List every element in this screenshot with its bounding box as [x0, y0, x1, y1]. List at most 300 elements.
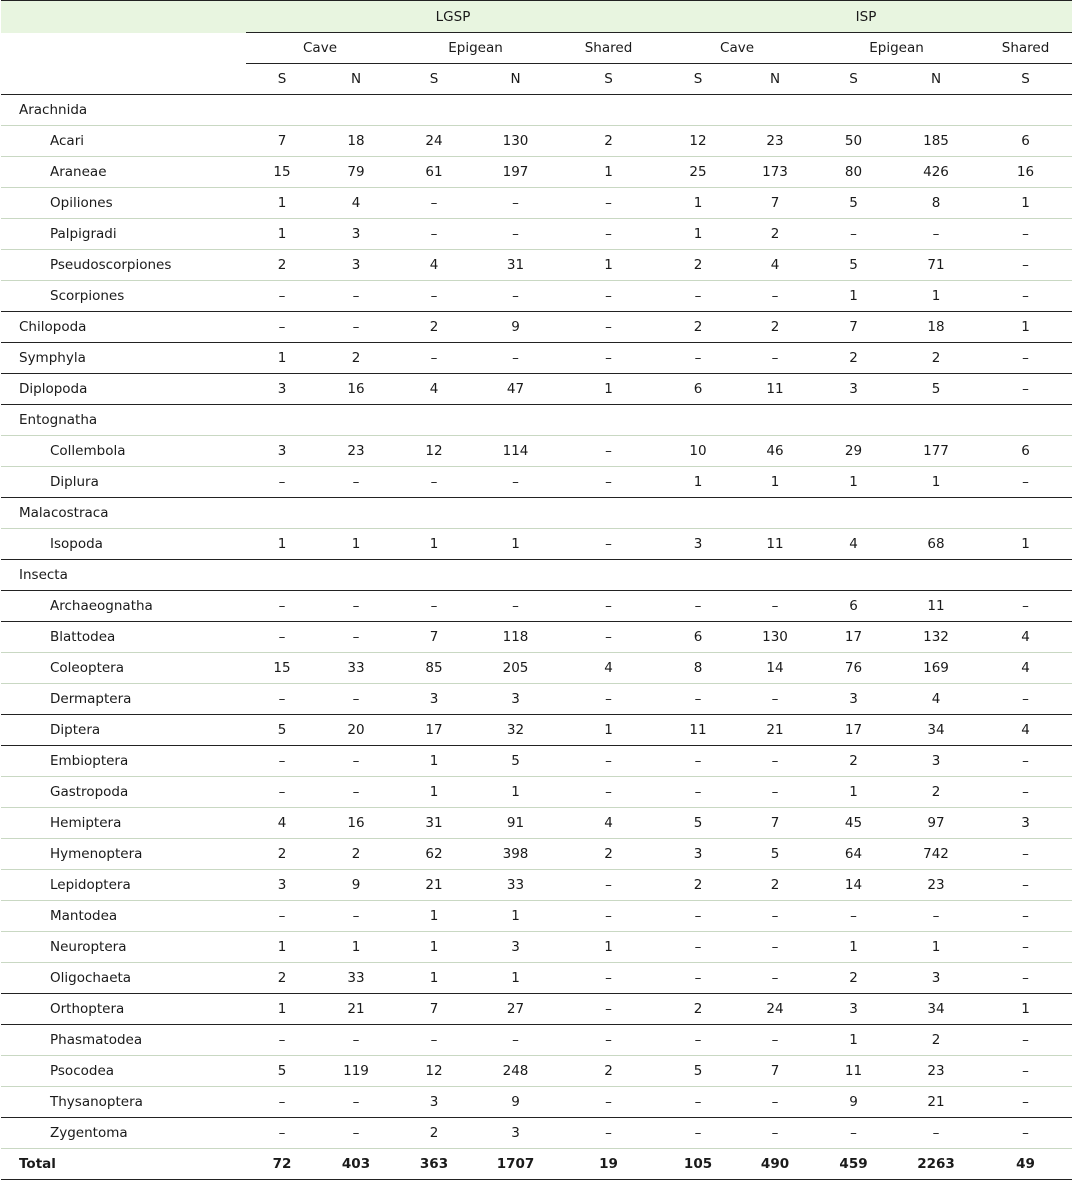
table-cell: 17 — [814, 715, 893, 746]
table-cell: 1 — [394, 901, 474, 932]
table-cell: 21 — [318, 994, 394, 1025]
table-cell: – — [736, 777, 814, 808]
table-cell: 5 — [736, 839, 814, 870]
table-cell: 21 — [893, 1087, 979, 1118]
table-cell: – — [660, 591, 736, 622]
taxon-name: Lepidoptera — [1, 870, 246, 901]
total-cell: 72 — [246, 1149, 318, 1180]
table-cell: – — [318, 684, 394, 715]
table-cell: 1 — [474, 901, 557, 932]
total-cell: 363 — [394, 1149, 474, 1180]
table-cell: 1 — [318, 932, 394, 963]
table-cell: 1 — [979, 529, 1072, 560]
table-cell: 1 — [814, 467, 893, 498]
table-cell: 4 — [318, 188, 394, 219]
table-cell: – — [736, 746, 814, 777]
table-cell: 4 — [893, 684, 979, 715]
table-cell: – — [394, 343, 474, 374]
group-header-row — [1, 1, 1072, 33]
table-cell — [814, 560, 893, 591]
table-row — [1, 343, 1072, 374]
table-cell: 2 — [557, 1056, 660, 1087]
table-cell — [318, 95, 394, 126]
table-cell: 2 — [660, 250, 736, 281]
table-cell: – — [660, 932, 736, 963]
taxon-group-name: Chilopoda — [1, 312, 246, 343]
table-cell: 6 — [660, 374, 736, 405]
table-cell: – — [557, 343, 660, 374]
table-cell: – — [557, 219, 660, 250]
table-cell: 3 — [814, 374, 893, 405]
table-cell: – — [557, 529, 660, 560]
table-cell: – — [893, 901, 979, 932]
table-cell: – — [474, 219, 557, 250]
table-cell — [660, 560, 736, 591]
table-cell: – — [394, 591, 474, 622]
table-cell — [979, 95, 1072, 126]
column-header: N — [736, 64, 814, 95]
table-cell: 3 — [246, 436, 318, 467]
table-cell — [318, 498, 394, 529]
table-cell: – — [979, 870, 1072, 901]
taxon-name: Acari — [1, 126, 246, 157]
table-cell: 1 — [979, 188, 1072, 219]
table-cell: 742 — [893, 839, 979, 870]
table-cell — [474, 405, 557, 436]
table-cell: 3 — [474, 1118, 557, 1149]
table-cell: 2 — [893, 343, 979, 374]
total-cell: 105 — [660, 1149, 736, 1180]
taxon-group-name: Arachnida — [1, 95, 246, 126]
column-header: N — [318, 64, 394, 95]
taxon-name: Oligochaeta — [1, 963, 246, 994]
subgroup-header-row — [1, 33, 1072, 64]
table-row — [1, 560, 1072, 591]
table-cell — [318, 560, 394, 591]
table-cell: 11 — [736, 374, 814, 405]
table-cell — [660, 405, 736, 436]
table-cell — [736, 498, 814, 529]
table-cell: 17 — [814, 622, 893, 653]
header-blank-cell — [1, 64, 246, 95]
table-cell: 68 — [893, 529, 979, 560]
table-cell: 9 — [474, 1087, 557, 1118]
table-cell: 31 — [394, 808, 474, 839]
taxon-group-name: Malacostraca — [1, 498, 246, 529]
table-cell: 1 — [394, 963, 474, 994]
table-cell: 9 — [318, 870, 394, 901]
table-cell: 197 — [474, 157, 557, 188]
species-table — [1, 0, 1072, 1180]
column-header: S — [814, 64, 893, 95]
taxon-name: Zygentoma — [1, 1118, 246, 1149]
table-cell: 3 — [394, 684, 474, 715]
table-cell: – — [318, 777, 394, 808]
table-cell: 11 — [893, 591, 979, 622]
table-cell — [893, 560, 979, 591]
table-cell — [660, 498, 736, 529]
table-cell: – — [474, 281, 557, 312]
table-cell: – — [660, 1118, 736, 1149]
table-row — [1, 932, 1072, 963]
table-cell: 2 — [736, 312, 814, 343]
table-cell: 5 — [246, 715, 318, 746]
table-cell: – — [557, 901, 660, 932]
table-cell: – — [474, 1025, 557, 1056]
table-cell: 2 — [394, 312, 474, 343]
table-cell: – — [979, 684, 1072, 715]
table-cell: – — [660, 746, 736, 777]
table-cell: – — [979, 374, 1072, 405]
table-cell: – — [660, 684, 736, 715]
subgroup-header: Cave — [246, 33, 394, 64]
column-header: S — [660, 64, 736, 95]
table-cell: – — [246, 1087, 318, 1118]
table-cell: 4 — [979, 622, 1072, 653]
table-cell: 1 — [474, 529, 557, 560]
table-cell: – — [557, 591, 660, 622]
table-row — [1, 963, 1072, 994]
table-cell: 3 — [814, 684, 893, 715]
table-cell: – — [557, 1118, 660, 1149]
table-cell: 3 — [474, 684, 557, 715]
table-cell: 2 — [246, 963, 318, 994]
taxon-name: Thysanoptera — [1, 1087, 246, 1118]
table-cell: 8 — [660, 653, 736, 684]
table-cell — [246, 560, 318, 591]
table-cell: – — [660, 343, 736, 374]
taxon-name: Araneae — [1, 157, 246, 188]
table-cell — [660, 95, 736, 126]
table-cell: – — [736, 932, 814, 963]
taxon-name: Mantodea — [1, 901, 246, 932]
table-cell: 5 — [660, 1056, 736, 1087]
table-cell — [979, 560, 1072, 591]
table-cell: – — [246, 1118, 318, 1149]
table-cell: – — [736, 1087, 814, 1118]
table-cell: – — [979, 1118, 1072, 1149]
table-cell: – — [736, 684, 814, 715]
table-cell: – — [736, 343, 814, 374]
table-cell — [474, 560, 557, 591]
table-cell: 1 — [318, 529, 394, 560]
table-cell: – — [474, 467, 557, 498]
table-cell: – — [979, 343, 1072, 374]
table-cell: – — [736, 963, 814, 994]
table-cell: 4 — [557, 653, 660, 684]
table-cell: 47 — [474, 374, 557, 405]
subgroup-header: Epigean — [394, 33, 557, 64]
table-cell — [979, 498, 1072, 529]
header-blank-cell — [1, 33, 246, 64]
table-row — [1, 994, 1072, 1025]
table-cell: 17 — [394, 715, 474, 746]
table-cell: 9 — [474, 312, 557, 343]
column-header: N — [893, 64, 979, 95]
table-cell: – — [660, 901, 736, 932]
table-cell — [893, 95, 979, 126]
table-cell: 20 — [318, 715, 394, 746]
table-cell: 1 — [394, 529, 474, 560]
table-cell: 130 — [736, 622, 814, 653]
table-cell: 3 — [246, 374, 318, 405]
table-cell — [557, 95, 660, 126]
total-cell: 459 — [814, 1149, 893, 1180]
table-cell: – — [474, 591, 557, 622]
table-cell: – — [246, 591, 318, 622]
table-row — [1, 188, 1072, 219]
table-cell: 2 — [660, 312, 736, 343]
table-cell: – — [557, 1025, 660, 1056]
table-cell: – — [394, 467, 474, 498]
taxon-group-name: Diplopoda — [1, 374, 246, 405]
table-cell: 3 — [893, 963, 979, 994]
table-cell: 1 — [660, 188, 736, 219]
table-cell — [394, 95, 474, 126]
table-cell — [814, 405, 893, 436]
table-row — [1, 95, 1072, 126]
total-cell: 49 — [979, 1149, 1072, 1180]
table-row — [1, 808, 1072, 839]
table-row — [1, 281, 1072, 312]
table-cell: 15 — [246, 653, 318, 684]
column-header: S — [557, 64, 660, 95]
table-cell: 34 — [893, 715, 979, 746]
table-cell: 1 — [660, 219, 736, 250]
taxon-name: Embioptera — [1, 746, 246, 777]
table-cell: 1 — [246, 343, 318, 374]
table-cell: 1 — [814, 1025, 893, 1056]
table-row — [1, 436, 1072, 467]
table-cell: 23 — [893, 1056, 979, 1087]
table-cell: – — [736, 1118, 814, 1149]
table-cell: – — [979, 839, 1072, 870]
table-row — [1, 1118, 1072, 1149]
table-row — [1, 870, 1072, 901]
table-cell: 2 — [893, 777, 979, 808]
table-cell: 21 — [736, 715, 814, 746]
table-cell: 33 — [474, 870, 557, 901]
table-cell: 7 — [814, 312, 893, 343]
table-cell: – — [318, 467, 394, 498]
table-cell: 3 — [474, 932, 557, 963]
table-cell: – — [246, 312, 318, 343]
table-cell — [474, 498, 557, 529]
table-cell: 4 — [979, 653, 1072, 684]
table-cell: 85 — [394, 653, 474, 684]
table-cell: 2 — [814, 343, 893, 374]
table-cell: – — [557, 994, 660, 1025]
table-cell: 118 — [474, 622, 557, 653]
table-cell: – — [979, 746, 1072, 777]
table-cell: 2 — [557, 126, 660, 157]
table-cell: 1 — [893, 281, 979, 312]
table-cell: – — [979, 932, 1072, 963]
table-cell: 3 — [318, 219, 394, 250]
table-cell: – — [893, 1118, 979, 1149]
table-cell: 1 — [246, 188, 318, 219]
taxon-name: Isopoda — [1, 529, 246, 560]
table-cell: – — [736, 281, 814, 312]
table-cell: – — [557, 870, 660, 901]
table-cell: 32 — [474, 715, 557, 746]
table-cell: 205 — [474, 653, 557, 684]
table-cell — [979, 405, 1072, 436]
table-cell: – — [474, 343, 557, 374]
table-cell — [394, 405, 474, 436]
table-row — [1, 591, 1072, 622]
total-label: Total — [1, 1149, 246, 1180]
table-cell: 4 — [394, 374, 474, 405]
table-cell: – — [979, 591, 1072, 622]
table-cell: 1 — [557, 932, 660, 963]
table-cell — [893, 498, 979, 529]
taxon-name: Scorpiones — [1, 281, 246, 312]
table-cell: 16 — [318, 808, 394, 839]
table-cell: – — [660, 1087, 736, 1118]
table-cell: – — [979, 901, 1072, 932]
table-cell: – — [246, 777, 318, 808]
taxon-name: Opiliones — [1, 188, 246, 219]
table-cell: 4 — [246, 808, 318, 839]
table-cell: 91 — [474, 808, 557, 839]
table-cell: – — [736, 591, 814, 622]
table-cell: 130 — [474, 126, 557, 157]
taxon-name: Hymenoptera — [1, 839, 246, 870]
table-cell: 1 — [660, 467, 736, 498]
table-cell: 4 — [394, 250, 474, 281]
table-cell: 3 — [394, 1087, 474, 1118]
subgroup-header: Shared — [979, 33, 1072, 64]
table-cell: 23 — [736, 126, 814, 157]
column-header-row — [1, 64, 1072, 95]
table-cell: 3 — [660, 839, 736, 870]
table-cell: 169 — [893, 653, 979, 684]
table-cell: 11 — [736, 529, 814, 560]
table-cell: 2 — [557, 839, 660, 870]
table-cell: 2 — [318, 343, 394, 374]
table-cell: – — [660, 1025, 736, 1056]
total-cell: 403 — [318, 1149, 394, 1180]
subgroup-header: Cave — [660, 33, 814, 64]
table-cell: 1 — [474, 777, 557, 808]
table-cell: 1 — [246, 994, 318, 1025]
total-cell: 19 — [557, 1149, 660, 1180]
table-cell: – — [394, 188, 474, 219]
table-cell — [246, 498, 318, 529]
table-cell: 1 — [246, 932, 318, 963]
table-cell: 185 — [893, 126, 979, 157]
table-cell: – — [979, 1025, 1072, 1056]
table-cell: 6 — [979, 126, 1072, 157]
table-cell: 24 — [736, 994, 814, 1025]
table-cell: 173 — [736, 157, 814, 188]
table-cell: – — [394, 1025, 474, 1056]
table-cell: 11 — [814, 1056, 893, 1087]
table-cell: – — [660, 281, 736, 312]
table-cell: – — [246, 684, 318, 715]
table-row — [1, 746, 1072, 777]
table-cell: – — [246, 1025, 318, 1056]
table-cell — [736, 560, 814, 591]
table-cell: 7 — [394, 994, 474, 1025]
table-cell: 4 — [736, 250, 814, 281]
table-cell: 4 — [814, 529, 893, 560]
table-cell: 5 — [893, 374, 979, 405]
table-cell: – — [814, 1118, 893, 1149]
table-row — [1, 684, 1072, 715]
table-row — [1, 839, 1072, 870]
table-row — [1, 1056, 1072, 1087]
table-cell: – — [557, 1087, 660, 1118]
table-cell — [246, 95, 318, 126]
table-cell: 3 — [979, 808, 1072, 839]
table-row — [1, 498, 1072, 529]
table-cell: 3 — [893, 746, 979, 777]
table-cell: 3 — [814, 994, 893, 1025]
table-cell: 2 — [660, 870, 736, 901]
table-cell: – — [736, 1025, 814, 1056]
table-cell: 29 — [814, 436, 893, 467]
table-cell: 18 — [318, 126, 394, 157]
total-cell: 1707 — [474, 1149, 557, 1180]
table-cell: 9 — [814, 1087, 893, 1118]
table-cell: – — [557, 777, 660, 808]
table-row — [1, 126, 1072, 157]
table-cell: 7 — [736, 188, 814, 219]
table-cell: 6 — [979, 436, 1072, 467]
table-cell: – — [557, 436, 660, 467]
table-cell: 24 — [394, 126, 474, 157]
table-cell: 46 — [736, 436, 814, 467]
table-cell: 2 — [893, 1025, 979, 1056]
table-cell: – — [979, 219, 1072, 250]
table-cell: 2 — [246, 250, 318, 281]
taxon-name: Neuroptera — [1, 932, 246, 963]
taxon-name: Diptera — [1, 715, 246, 746]
subgroup-header: Epigean — [814, 33, 979, 64]
table-cell — [246, 405, 318, 436]
table-cell: 1 — [814, 281, 893, 312]
table-cell: 5 — [474, 746, 557, 777]
table-cell: 2 — [814, 746, 893, 777]
table-cell: – — [557, 281, 660, 312]
table-cell: 79 — [318, 157, 394, 188]
taxon-name: Coleoptera — [1, 653, 246, 684]
table-cell: – — [246, 467, 318, 498]
table-cell: 132 — [893, 622, 979, 653]
table-cell: 248 — [474, 1056, 557, 1087]
table-row — [1, 529, 1072, 560]
subgroup-header: Shared — [557, 33, 660, 64]
table-cell: 45 — [814, 808, 893, 839]
table-row — [1, 1025, 1072, 1056]
table-cell: 76 — [814, 653, 893, 684]
table-cell: – — [318, 1118, 394, 1149]
table-cell: 2 — [660, 994, 736, 1025]
table-cell: 2 — [736, 219, 814, 250]
table-cell: 21 — [394, 870, 474, 901]
table-cell: – — [979, 777, 1072, 808]
table-cell: – — [557, 684, 660, 715]
total-cell: 2263 — [893, 1149, 979, 1180]
table-cell: – — [979, 1087, 1072, 1118]
table-cell: 1 — [814, 777, 893, 808]
table-row — [1, 622, 1072, 653]
table-cell: 1 — [394, 777, 474, 808]
table-cell: 7 — [394, 622, 474, 653]
taxon-name: Archaeognatha — [1, 591, 246, 622]
